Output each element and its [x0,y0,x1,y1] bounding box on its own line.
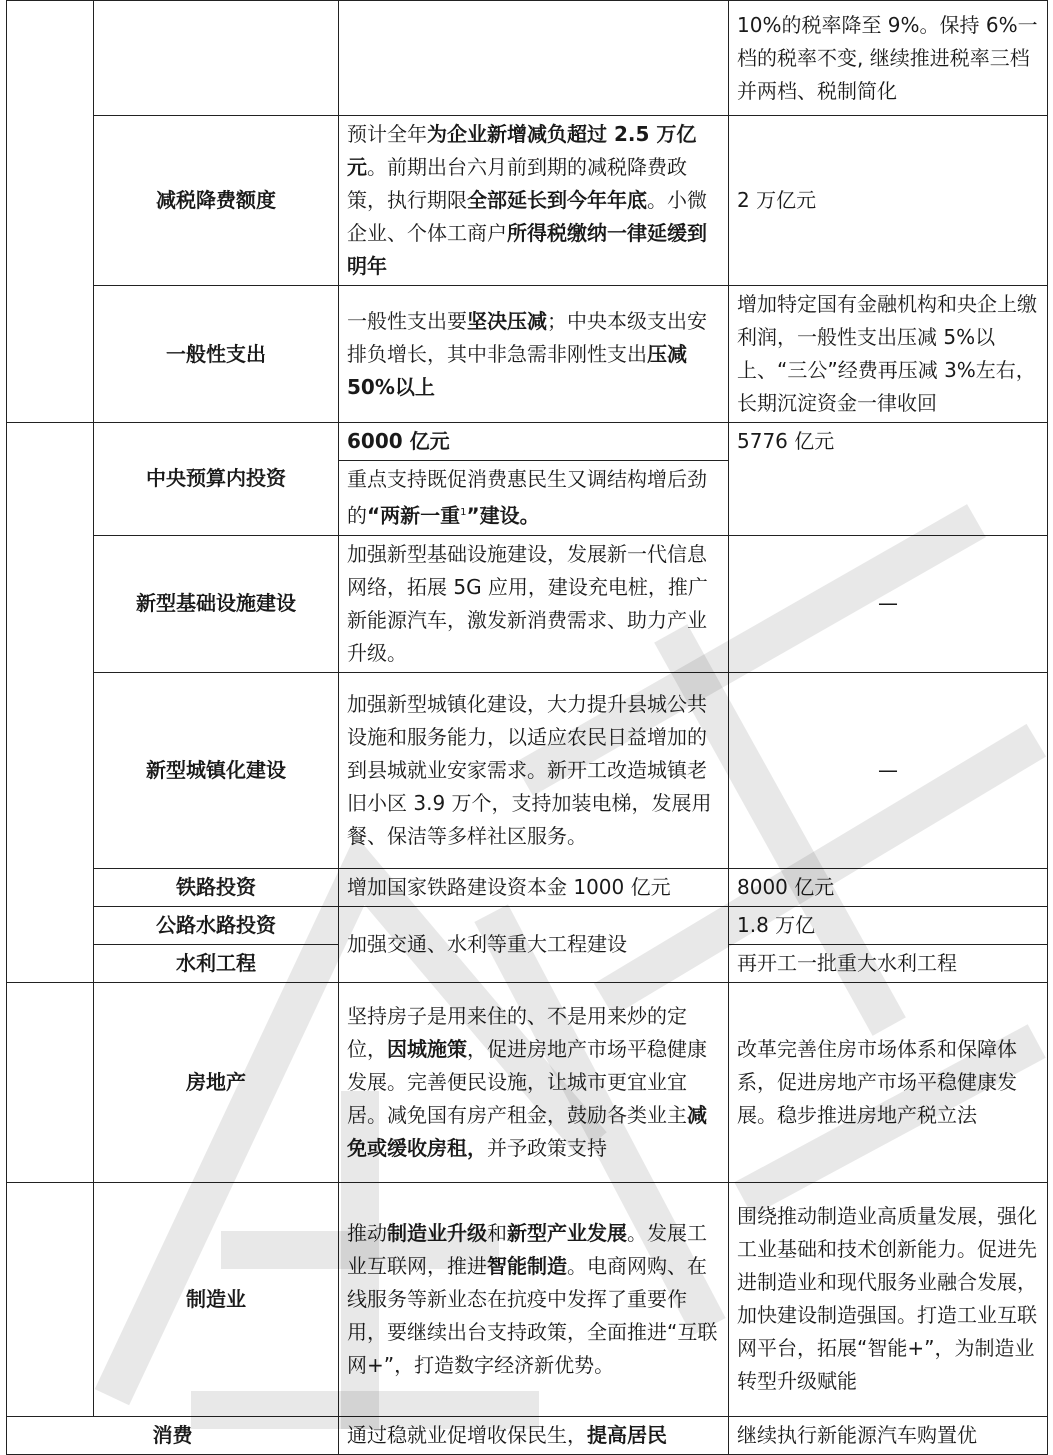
item-cell-road-water: 公路水路投资 [94,906,339,944]
plan-cell-new-infrastructure: 加强新型基础设施建设，发展新一代信息网络，拓展 5G 应用，建设充电桩，推广新能源汽车，激发新消费需求、助力产业升级。 [339,535,729,672]
table-row [7,982,1048,1182]
table-row [7,116,1048,286]
category-cell-tax-continued [7,1,94,423]
plan-cell-tax-cut-amount: 预计全年为企业新增减负超过 2.5 万亿元。前期出台六月前到期的减税降费政策，执行期限全部延长到今年年底。小微企业、个体工商户所得税缴纳一律延缓到明年 [339,116,729,286]
item-cell-tax-cut-amount: 减税降费额度 [94,116,339,286]
table-row [7,672,1048,868]
plan-cell-manufacturing: 推动制造业升级和新型产业发展。发展工业互联网，推进智能制造。电商网购、在线服务等新业态在抗疫中发挥了重要作用，要继续出台支持政策，全面推进“互联网+”，打造数字经济新优势。 [339,1182,729,1416]
prev-cell-general-expenditure: 增加特定国有金融机构和央企上缴利润，一般性支出压减 5%以上、“三公”经费再压减 3%左右，长期沉淀资金一律收回 [729,286,1048,423]
prev-cell-railway: 8000 亿元 [729,868,1048,906]
table-row [7,906,1048,944]
plan-cell-real-estate: 坚持房子是用来住的、不是用来炒的定位，因城施策，促进房地产市场平稳健康发展。完善便民设施，让城市更宜业宜居。减免国有房产租金，鼓励各类业主减免或缓收房租，并予政策支持 [339,982,729,1182]
item-cell-real-estate: 房地产 [94,982,339,1182]
plan-cell-empty [339,1,729,116]
prev-cell-vat-rate: 10%的税率降至 9%。保持 6%一档的税率不变, 继续推进税率三档并两档、税制简化 [729,1,1048,116]
plan-cell-railway: 增加国家铁路建设资本金 1000 亿元 [339,868,729,906]
prev-cell-consumption: 继续执行新能源汽车购置优 [729,1416,1048,1454]
table-row [7,1182,1048,1416]
plan-cell-central-budget-amount: 6000 亿元 [339,423,729,461]
table-row [7,1,1048,116]
category-cell-manufacturing [7,1182,94,1416]
table-row [7,423,1048,461]
item-cell-empty [94,1,339,116]
category-cell-real-estate [7,982,94,1182]
prev-cell-real-estate: 改革完善住房市场体系和保障体系，促进房地产市场平稳健康发展。稳步推进房地产税立法 [729,982,1048,1182]
item-cell-consumption: 消费 [7,1416,339,1454]
plan-cell-general-expenditure: 一般性支出要坚决压减；中央本级支出安排负增长，其中非急需非刚性支出压减 50%以上 [339,286,729,423]
item-cell-manufacturing: 制造业 [94,1182,339,1416]
item-cell-new-infrastructure: 新型基础设施建设 [94,535,339,672]
table-row [7,1416,1048,1454]
plan-cell-road-water: 加强交通、水利等重大工程建设 [339,906,729,982]
prev-cell-tax-cut-amount: 2 万亿元 [729,116,1048,286]
item-cell-new-urbanization: 新型城镇化建设 [94,672,339,868]
prev-cell-new-infrastructure: — [729,535,1048,672]
table-row [7,868,1048,906]
plan-cell-central-budget-focus: 重点支持既促消费惠民生又调结构增后劲的“两新一重$^1$”建设。 [339,461,729,536]
category-cell-infrastructure [7,423,94,983]
item-cell-central-budget: 中央预算内投资 [94,423,339,536]
plan-cell-new-urbanization: 加强新型城镇化建设，大力提升县城公共设施和服务能力，以适应农民日益增加的到县城就业安家需求。新开工改造城镇老旧小区 3.9 万个，支持加装电梯，发展用餐、保洁等多样社区服务。 [339,672,729,868]
prev-cell-central-budget: 5776 亿元 [729,423,1048,536]
prev-cell-manufacturing: 围绕推动制造业高质量发展，强化工业基础和技术创新能力。促进先进制造业和现代服务业融合发展，加快建设制造强国。打造工业互联网平台，拓展“智能+”，为制造业转型升级赋能 [729,1182,1048,1416]
item-cell-water-conservancy: 水利工程 [94,944,339,982]
plan-cell-consumption: 通过稳就业促增收保民生，提高居民 [339,1416,729,1454]
item-cell-railway: 铁路投资 [94,868,339,906]
table-row [7,535,1048,672]
prev-cell-water-conservancy: 再开工一批重大水利工程 [729,944,1048,982]
prev-cell-road-water: 1.8 万亿 [729,906,1048,944]
policy-comparison-table [6,0,1048,1455]
table-row [7,286,1048,423]
item-cell-general-expenditure: 一般性支出 [94,286,339,423]
prev-cell-new-urbanization: — [729,672,1048,868]
